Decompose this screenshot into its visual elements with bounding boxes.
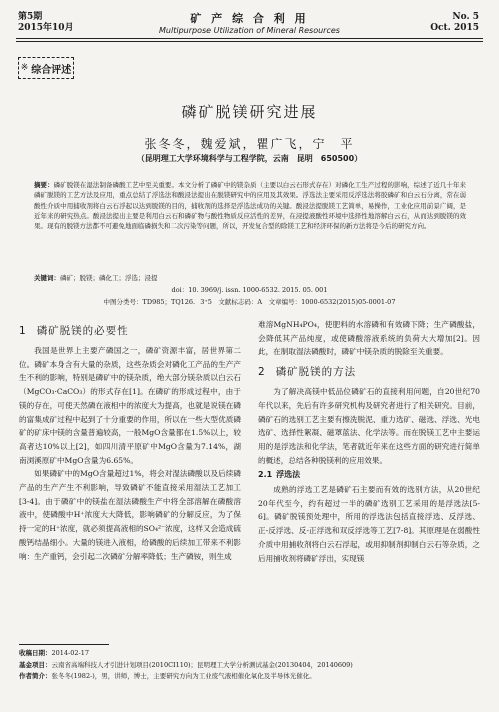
footnote-rule — [19, 644, 109, 645]
continued-paragraph: 难溶MgNH₄PO₄，使肥料的水溶磷和有效磷下降；生产磷酸盐，会降低其产品纯度，或使磷酸溶液系统的负荷大大增加[2]。因此，在制取湿法磷酸时，磷矿中镁杂质的脱除至关重要。 — [258, 320, 480, 357]
right-column — [258, 318, 480, 565]
keywords — [34, 273, 466, 283]
journal-name-en: Multipurpose Utilization of Mineral Resources — [159, 26, 340, 35]
keywords-text: 磷矿；脱镁；磷化工；浮选；浸提 — [60, 274, 158, 282]
section-1-paragraph: 我国是世界上主要产磷国之一，磷矿资源丰富，居世界第二位。磷矿本身含有大量的杂质，这些杂质会对磷化工产品的生产产生不利的影响，特别是磷矿中的镁杂质，绝大部分镁杂质以白云石（MgCO₃·CaCO₃）的形式存在[1]。在磷矿的形成过程中，由于镁的存在，可使天然磷在液相中的浓度大为提高，也就是说镁在磷的富集成矿过程中起到了十分重要的作用，所以在一些大型优质磷矿的矿床中镁的含量普遍较高，一般MgO含量都在1.5%以上，较高者达10%以上[2]，如四川清平原矿中MgO含量为7.14%，湖南浏溪原矿中MgO含量为6.65%。 — [19, 346, 241, 465]
header-rule-thin — [16, 41, 483, 42]
section-1-number: 1 — [19, 325, 27, 337]
header-rule — [16, 38, 483, 39]
issue-info-en — [430, 12, 479, 34]
section-1-paragraph: 如果磷矿中的MgO含量超过1%，将会对湿法磷酸以及后续磷产品的生产产生不利影响，导致磷矿不能直接采用湿法工艺加工[3-4]。由于磷矿中的镁盐在湿法磷酸生产中将全部溶解在磷酸溶液中，使磷酸中H⁺浓度大大降低，影响磷矿的分解反应，为了保持一定的H⁺浓度，就必须提高液相的SO₄²⁻浓度，这样又会造成硫酸钙结晶细小。大量的镁进入液相，给磷酸的后续加工带来不利影响：生产重钙，会引起二次磷矿分解率降低；生产磷铵，则生成 — [19, 469, 241, 561]
issue-date: 2015年10月 — [18, 23, 74, 33]
issue-number-en: No. 5 — [452, 12, 479, 22]
classification-line: 中图分类号：TD985；TQ126. 3⁺5 文献标志码：A 文章编号：1000-6532(2015)05-0001-07 — [103, 298, 396, 306]
abstract — [34, 180, 466, 231]
fund-label: 基金项目： — [19, 660, 52, 669]
section-mark-icon: ※ — [20, 63, 29, 73]
issue-date-en: Oct. 2015 — [430, 23, 479, 33]
left-column — [19, 318, 241, 563]
doi: doi：10. 3969/j. issn. 1000-6532. 2015. 05. 001 — [171, 286, 328, 294]
article-authors: 张冬冬，魏爱斌，瞿广飞，宁 平 — [144, 137, 355, 151]
subsection-2-1-heading — [258, 468, 480, 482]
footnote — [19, 648, 481, 683]
section-label-box — [18, 57, 74, 79]
keywords-label: 关键词： — [34, 274, 60, 282]
fund-text: 云南省高端科技人才引进计划项目(2010CI110)；昆明理工大学分析测试基金(20130404，20140609) — [51, 660, 353, 669]
journal-title — [0, 10, 499, 35]
abstract-text: 磷矿脱镁在湿法制备磷酸工艺中至关重要。本文分析了磷矿中的镁杂质（主要以白云石形式存在）对磷化工生产过程的影响，综述了近几十年来磷矿脱镁的工艺方法及应用，重点总结了浮选法和酸浸法提出在脱镁研究中的应用及其效果。浮选法主要采用反浮选法将胶磷矿和白云石分离，常在弱酸性介质中用捕收剂将白云石浮起以达到脱镁的目的，捕收剂的选择是浮选法成功的关键。酸浸法提脱镁工艺简单，易操作，工业化应用前景广阔，是近年来的研究热点。酸浸法提出主要是利用白云石和磷矿物与酸性物质反应活性的差异，在浸提液酸性环境中选择性地溶解白云石，从而达到脱镁的效果。现有的脱镁方法都不可避免地面临磷损失和二次污染等问题，所以，开发复合型的除镁工艺和经济环保的新方法将是今后的研究方向。 — [34, 181, 467, 231]
author-bio-text: 张冬冬(1982-)，男，讲师，博士，主要研究方向为工业废气液相催化氧化及半导体光催化。 — [51, 672, 316, 680]
issue-number: 第5期 — [18, 12, 43, 22]
section-2-heading — [258, 365, 480, 379]
footnote-fund — [19, 660, 481, 672]
section-2-number: 2 — [258, 366, 266, 379]
author-affiliation: （昆明理工大学环境科学与工程学院，云南 昆明 650500） — [136, 154, 363, 163]
section-1-title: 磷矿脱镁的必要性 — [36, 325, 129, 337]
footnote-author — [19, 671, 481, 683]
abstract-label: 摘要： — [34, 181, 54, 189]
section-2-paragraph: 为了解决高镁中低品位磷矿石的直接利用问题，自20世纪70年代以来，先后有许多研究机构及研究者进行了相关研究。目前，磷矿石的选别工艺主要有擦洗脱泥、重力选矿、磁选、浮选、光电选矿、选择性絮凝、磁罩蓝法、化学法等。而在脱镁工艺中主要运用的是浮选法和化学法，笔者就近年来在这些方面的研究进行简单的概述，总结各种脱镁利的应用效果。 — [258, 387, 480, 465]
footnote-received — [19, 648, 481, 660]
subsection-2-1-title: 浮选法 — [276, 470, 301, 480]
section-1-heading — [19, 324, 241, 338]
author-bio-label: 作者简介： — [19, 672, 52, 680]
subsection-2-1-number: 2.1 — [258, 470, 273, 480]
subsection-2-1-paragraph: 成熟的浮选工艺是磷矿石主要而有效的选别方法，从20世纪20年代至今，约有超过一半的磷矿选别工艺采用的是浮选法[5-6]。磷矿脱镁预处理中，所用的浮选法包括直接浮选、反浮选、正-反浮选、反-正浮选和双反浮选等工艺[7-8]。其原理是在弱酸性介质中用捕收剂将白云石浮起，或用抑制剂抑制白云石等杂质，之后用捕收剂将磷矿浮出，实现镁 — [258, 485, 480, 563]
received-date: 2014-02-17 — [51, 649, 89, 657]
received-label: 收稿日期： — [19, 649, 52, 657]
journal-name-cn: 矿 产 综 合 利 用 — [190, 12, 309, 25]
article-title: 磷矿脱镁研究进展 — [181, 103, 318, 121]
section-2-title: 磷矿脱镁的方法 — [275, 366, 357, 379]
section-label: 综合评述 — [31, 64, 72, 76]
